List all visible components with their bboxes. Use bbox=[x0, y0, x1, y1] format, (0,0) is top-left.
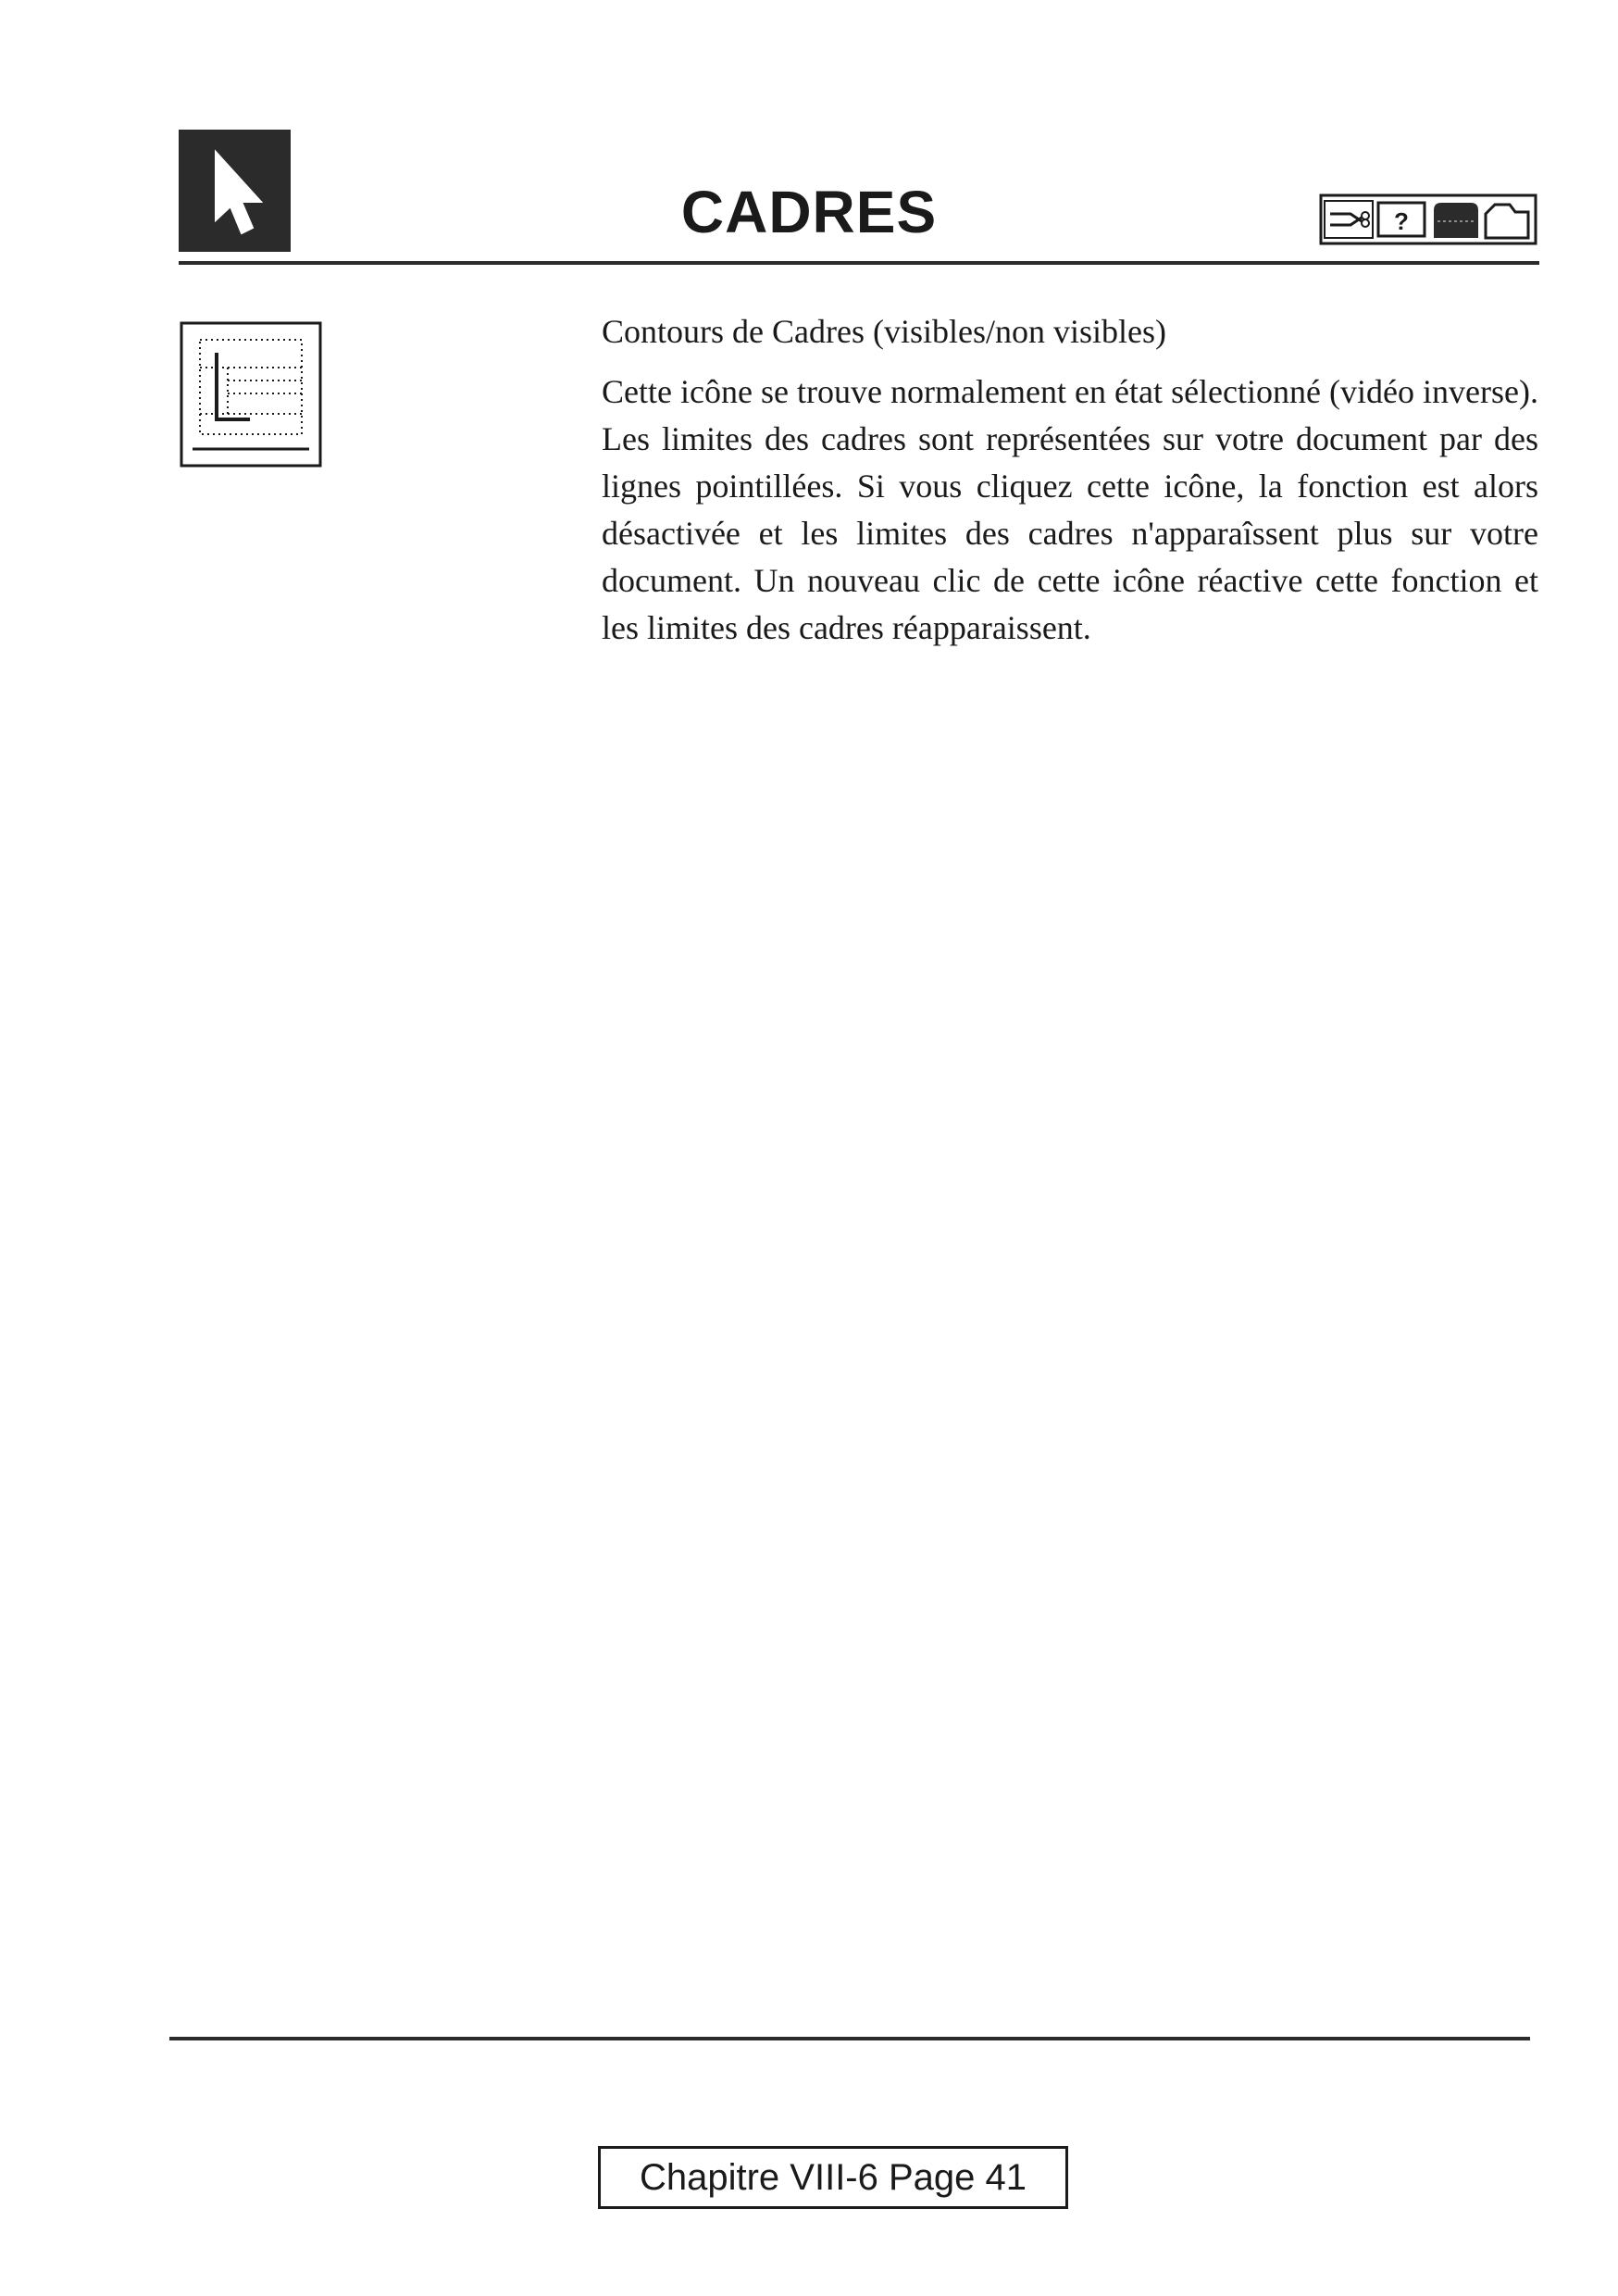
folder-outline-icon bbox=[1486, 205, 1528, 238]
help-question-icon bbox=[1378, 203, 1425, 236]
scissors-icon bbox=[1325, 201, 1373, 238]
footer-divider bbox=[169, 2037, 1530, 2040]
filled-folder-icon bbox=[1434, 203, 1478, 238]
page-number-label: Chapitre VIII-6 Page 41 bbox=[598, 2146, 1068, 2209]
frame-contours-icon bbox=[180, 321, 322, 468]
section-subheading: Contours de Cadres (visibles/non visibles) bbox=[602, 313, 1166, 350]
svg-text:?: ? bbox=[1394, 207, 1409, 235]
section-paragraph: Cette icône se trouve normalement en état sélectionné (vidéo inverse). Les limites des cadres sont représentées sur votre document par des lignes pointillées. Si vous cliquez cette icône, la fonction est alors désactivée et les limites des cadres n'apparaîssent plus sur votre document. Un nouveau clic de cette icône réactive cette fonction et les limites des cadres réapparaissent. bbox=[602, 373, 1538, 646]
section-content bbox=[602, 307, 1538, 652]
header-divider bbox=[179, 261, 1539, 265]
page-title: CADRES bbox=[680, 179, 938, 245]
toolbar-icon-strip bbox=[1319, 193, 1537, 245]
